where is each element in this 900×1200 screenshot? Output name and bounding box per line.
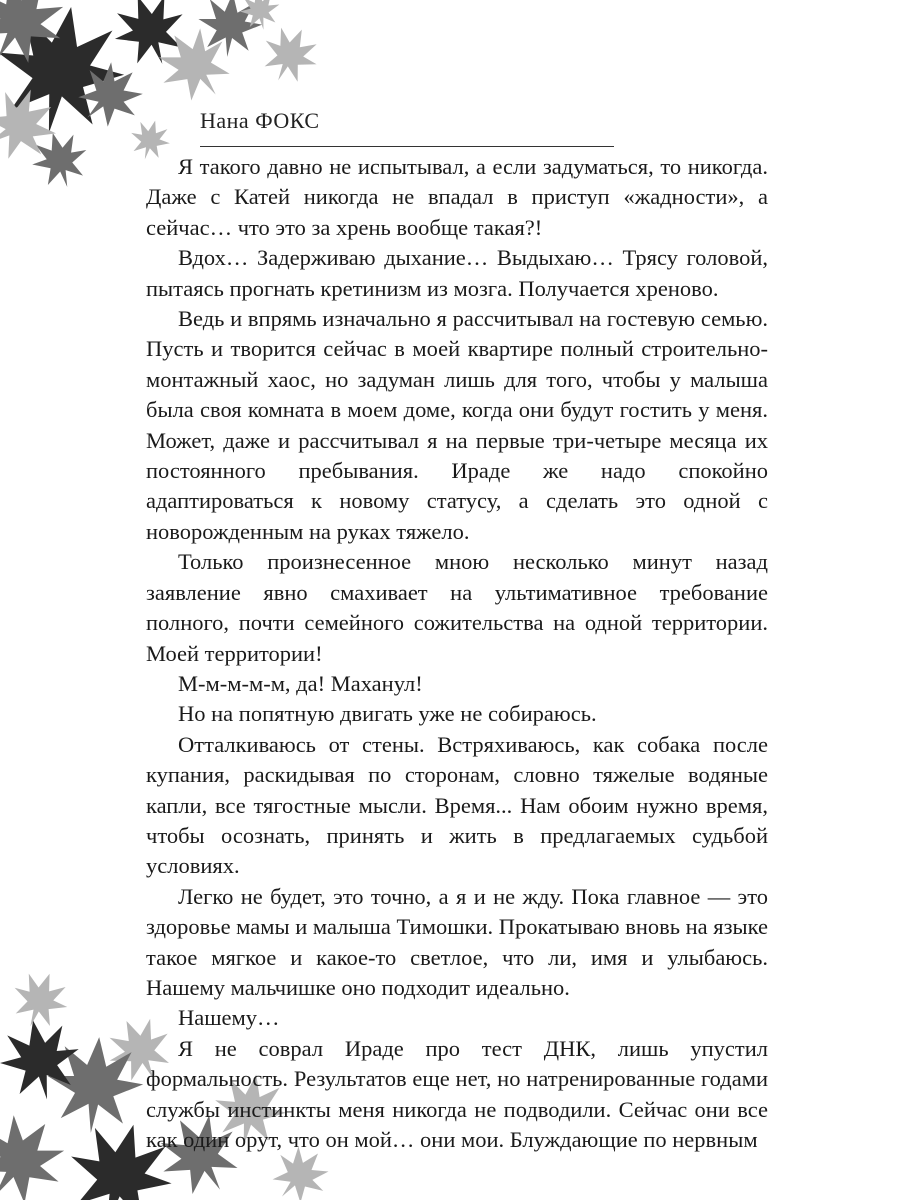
paragraph: Я такого давно не испытывал, а если задуматься, то никогда. Даже с Катей никогда не впадал в приступ «жадности», а сейчас… что это за хрень вообще такая?! [146, 154, 768, 240]
body-text [146, 152, 768, 1155]
paragraph: Я не соврал Ираде про тест ДНК, лишь упустил формальность. Результатов еще нет, но натренированные годами службы инстинкты меня никогда не подводили. Сейчас они все как один орут, что он мой… они мои. Блуждающие по нервным [146, 1035, 768, 1152]
paragraph: Легко не будет, это точно, а я и не жду. Пока главное — это здоровье мамы и малыша Тимошки. Прокатываю вновь на языке такое мягкое и какое-то светлое, что ли, имя и улыбаюсь. Нашему мальчишке оно подходит идеально. [146, 883, 768, 1000]
paragraph: Только произнесенное мною несколько минут назад заявление явно смахивает на ультимативное требование полного, почти семейного сожительства на одной территории. Моей территории! [146, 549, 768, 666]
paragraph: Нашему… [178, 1005, 280, 1031]
paragraph: Отталкиваюсь от стены. Встряхиваюсь, как собака после купания, раскидывая по сторонам, словно тяжелые водяные капли, все тягостные мысли. Время... Нам обоим нужно время, чтобы осознать, принять и жить в предлагаемых судьбой условиях. [146, 731, 768, 879]
paragraph: М-м-м-м-м, да! Маханул! [178, 670, 423, 696]
paragraph: Ведь и впрямь изначально я рассчитывал на гостевую семью. Пусть и творится сейчас в моей квартире полный строительно-монтажный хаос, но задуман лишь для того, чтобы у малыша была своя комната в моем доме, когда они будут гостить у меня. Может, даже и рассчитывал я на первые три-четыре месяца их постоянного пребывания. Ираде же надо спокойно адаптироваться к новому статусу, а сделать это одной с новорожденным на руках тяжело. [146, 306, 768, 544]
header-divider [200, 146, 614, 147]
paragraph: Вдох… Задерживаю дыхание… Выдыхаю… Трясу головой, пытаясь прогнать кретинизм из мозга. Получается хреново. [146, 245, 768, 301]
paragraph: Но на попятную двигать уже не собираюсь. [178, 701, 597, 727]
running-title: Нана ФОКС [200, 108, 320, 133]
